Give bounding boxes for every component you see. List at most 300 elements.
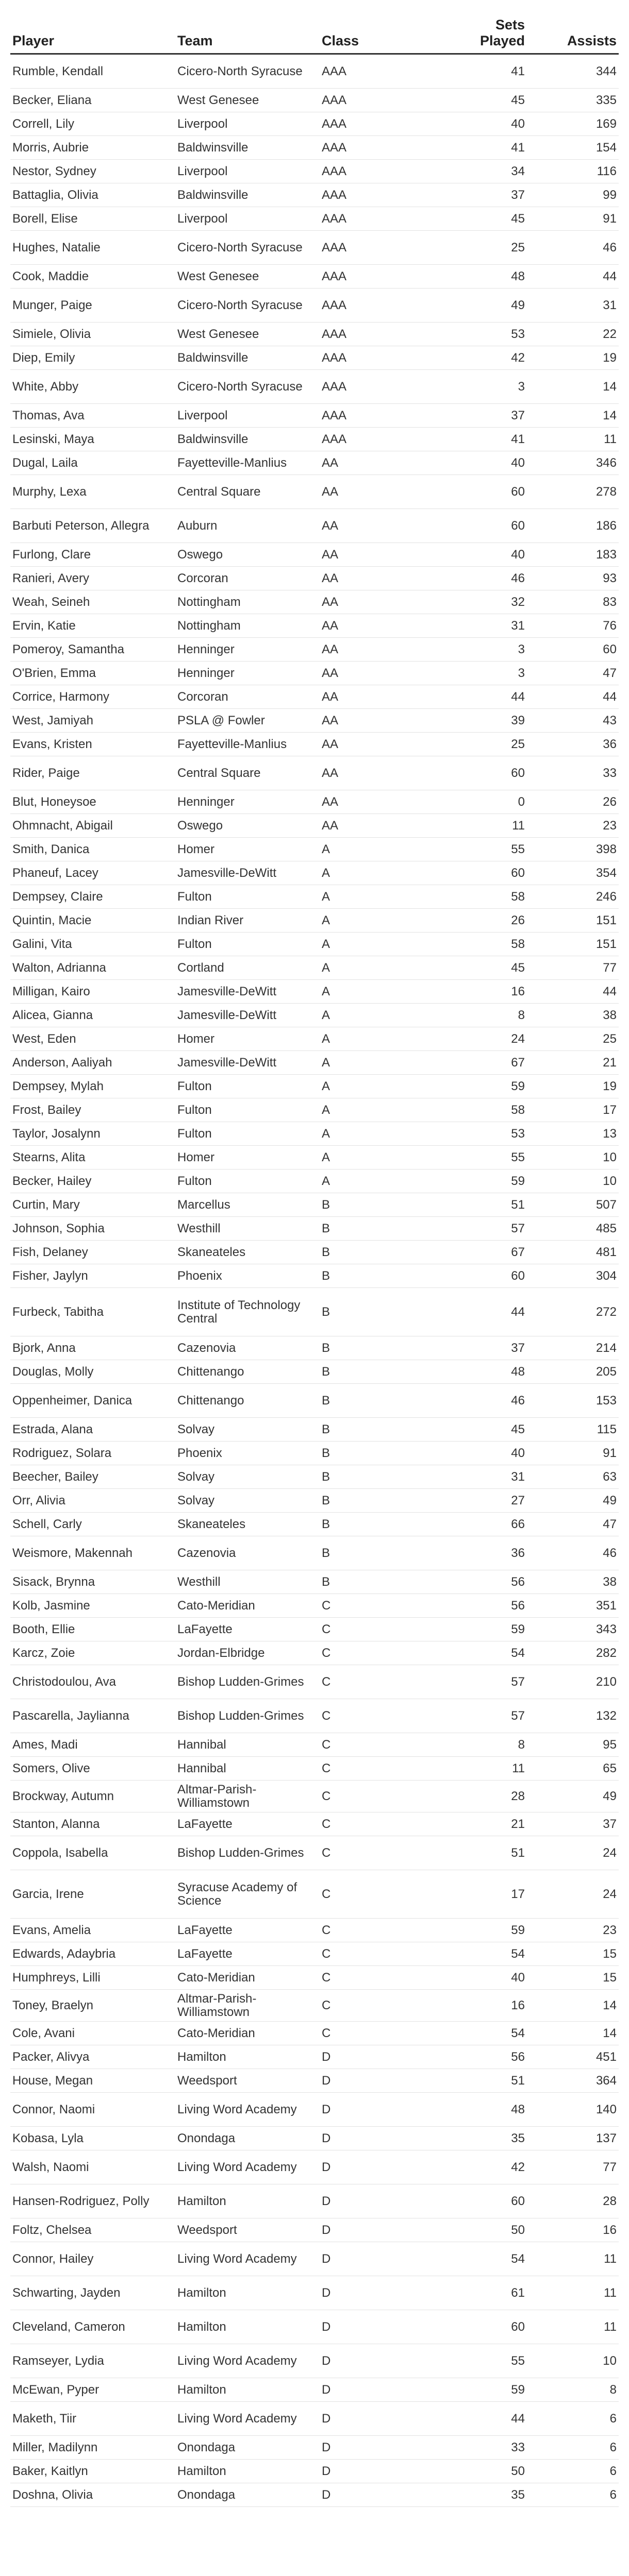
table-row	[10, 1465, 619, 1488]
cell-player: Anderson, Aaliyah	[10, 1050, 175, 1074]
cell-sets-played: 56	[449, 2045, 531, 2069]
table-row	[10, 2310, 619, 2344]
cell-player: McEwan, Pyper	[10, 2378, 175, 2401]
table-row	[10, 2276, 619, 2310]
cell-player: Hughes, Natalie	[10, 230, 175, 264]
cell-player: Ranieri, Avery	[10, 566, 175, 590]
cell-team: Corcoran	[175, 685, 320, 708]
cell-player: Baker, Kaitlyn	[10, 2459, 175, 2483]
cell-class: C	[320, 1617, 449, 1641]
cell-player: Pascarella, Jaylianna	[10, 1699, 175, 1733]
cell-assists: 485	[531, 1216, 619, 1240]
cell-assists: 24	[531, 1870, 619, 1918]
cell-sets-played: 41	[449, 135, 531, 159]
header-assists[interactable]: Assists	[531, 14, 619, 54]
table-row	[10, 427, 619, 451]
cell-sets-played: 58	[449, 885, 531, 908]
table-row	[10, 708, 619, 732]
cell-player: Phaneuf, Lacey	[10, 861, 175, 885]
cell-player: Curtin, Mary	[10, 1193, 175, 1216]
cell-class: B	[320, 1216, 449, 1240]
cell-class: D	[320, 2276, 449, 2310]
cell-class: B	[320, 1360, 449, 1383]
cell-sets-played: 58	[449, 932, 531, 956]
cell-player: Christodoulou, Ava	[10, 1665, 175, 1699]
cell-player: Milligan, Kairo	[10, 979, 175, 1003]
cell-class: AAA	[320, 403, 449, 427]
header-team[interactable]: Team	[175, 14, 320, 54]
cell-player: Quintin, Macie	[10, 908, 175, 932]
table-header	[10, 14, 619, 54]
cell-team: Central Square	[175, 474, 320, 509]
cell-team: Altmar-Parish-Williamstown	[175, 1989, 320, 2021]
cell-sets-played: 51	[449, 2069, 531, 2092]
table-row	[10, 590, 619, 614]
cell-assists: 49	[531, 1780, 619, 1812]
cell-assists: 398	[531, 837, 619, 861]
cell-assists: 47	[531, 661, 619, 685]
cell-sets-played: 59	[449, 1169, 531, 1193]
cell-team: Henninger	[175, 790, 320, 814]
cell-player: Johnson, Sophia	[10, 1216, 175, 1240]
cell-player: Oppenheimer, Danica	[10, 1383, 175, 1417]
cell-player: Alicea, Gianna	[10, 1003, 175, 1027]
cell-sets-played: 27	[449, 1488, 531, 1512]
cell-team: Fayetteville-Manlius	[175, 451, 320, 474]
cell-player: Smith, Danica	[10, 837, 175, 861]
cell-assists: 15	[531, 1942, 619, 1965]
table-row	[10, 2069, 619, 2092]
table-row	[10, 885, 619, 908]
cell-sets-played: 55	[449, 1145, 531, 1169]
table-row	[10, 1287, 619, 1336]
cell-sets-played: 41	[449, 427, 531, 451]
cell-class: B	[320, 1193, 449, 1216]
cell-assists: 37	[531, 1812, 619, 1836]
cell-team: Living Word Academy	[175, 2401, 320, 2435]
table-row	[10, 790, 619, 814]
cell-player: Ervin, Katie	[10, 614, 175, 637]
table-body	[10, 54, 619, 2506]
cell-class: AA	[320, 614, 449, 637]
cell-player: Walton, Adrianna	[10, 956, 175, 979]
cell-sets-played: 45	[449, 207, 531, 230]
cell-team: Hamilton	[175, 2310, 320, 2344]
cell-sets-played: 8	[449, 1003, 531, 1027]
cell-team: Fulton	[175, 932, 320, 956]
cell-class: C	[320, 1756, 449, 1780]
cell-sets-played: 42	[449, 2150, 531, 2184]
cell-assists: 15	[531, 1965, 619, 1989]
cell-class: C	[320, 1942, 449, 1965]
cell-player: Barbuti Peterson, Allegra	[10, 509, 175, 543]
cell-class: B	[320, 1536, 449, 1570]
cell-team: Corcoran	[175, 566, 320, 590]
cell-team: Homer	[175, 1145, 320, 1169]
cell-team: Baldwinsville	[175, 135, 320, 159]
cell-class: D	[320, 2344, 449, 2378]
cell-sets-played: 54	[449, 2242, 531, 2276]
cell-team: LaFayette	[175, 1812, 320, 1836]
header-row	[10, 14, 619, 54]
cell-assists: 49	[531, 1488, 619, 1512]
cell-assists: 44	[531, 979, 619, 1003]
cell-player: White, Abby	[10, 369, 175, 403]
cell-class: AAA	[320, 230, 449, 264]
cell-assists: 354	[531, 861, 619, 885]
cell-sets-played: 40	[449, 1441, 531, 1465]
cell-assists: 14	[531, 1989, 619, 2021]
cell-class: C	[320, 1965, 449, 1989]
table-row	[10, 112, 619, 135]
cell-sets-played: 3	[449, 637, 531, 661]
cell-assists: 46	[531, 1536, 619, 1570]
table-row	[10, 2126, 619, 2150]
cell-team: Onondaga	[175, 2126, 320, 2150]
cell-team: Marcellus	[175, 1193, 320, 1216]
cell-sets-played: 49	[449, 288, 531, 322]
cell-player: Becker, Hailey	[10, 1169, 175, 1193]
cell-class: D	[320, 2184, 449, 2218]
cell-sets-played: 35	[449, 2126, 531, 2150]
cell-team: Solvay	[175, 1417, 320, 1441]
cell-class: A	[320, 1003, 449, 1027]
cell-team: Fulton	[175, 1074, 320, 1098]
cell-player: West, Eden	[10, 1027, 175, 1050]
cell-assists: 364	[531, 2069, 619, 2092]
cell-assists: 10	[531, 2344, 619, 2378]
cell-team: Solvay	[175, 1488, 320, 1512]
cell-assists: 44	[531, 264, 619, 288]
cell-assists: 210	[531, 1665, 619, 1699]
cell-assists: 76	[531, 614, 619, 637]
cell-class: D	[320, 2069, 449, 2092]
cell-sets-played: 46	[449, 566, 531, 590]
table-row	[10, 814, 619, 837]
cell-assists: 93	[531, 566, 619, 590]
cell-sets-played: 60	[449, 2184, 531, 2218]
cell-sets-played: 25	[449, 230, 531, 264]
cell-team: Cazenovia	[175, 1336, 320, 1360]
table-row	[10, 474, 619, 509]
cell-assists: 17	[531, 1098, 619, 1122]
cell-assists: 16	[531, 2218, 619, 2242]
cell-assists: 63	[531, 1465, 619, 1488]
assists-table	[10, 14, 619, 2507]
table-row	[10, 1336, 619, 1360]
cell-team: Onondaga	[175, 2435, 320, 2459]
cell-assists: 151	[531, 932, 619, 956]
cell-team: LaFayette	[175, 1617, 320, 1641]
cell-player: Foltz, Chelsea	[10, 2218, 175, 2242]
cell-team: PSLA @ Fowler	[175, 708, 320, 732]
cell-player: Packer, Alivya	[10, 2045, 175, 2069]
cell-class: AAA	[320, 346, 449, 369]
cell-assists: 153	[531, 1383, 619, 1417]
cell-class: AAA	[320, 369, 449, 403]
cell-player: Douglas, Molly	[10, 1360, 175, 1383]
cell-team: Fulton	[175, 1169, 320, 1193]
cell-class: D	[320, 2310, 449, 2344]
cell-player: Connor, Hailey	[10, 2242, 175, 2276]
cell-class: AA	[320, 685, 449, 708]
cell-class: AA	[320, 451, 449, 474]
cell-team: Hamilton	[175, 2045, 320, 2069]
cell-team: Hannibal	[175, 1733, 320, 1756]
cell-player: Fish, Delaney	[10, 1240, 175, 1264]
cell-sets-played: 32	[449, 590, 531, 614]
table-row	[10, 1003, 619, 1027]
table-row	[10, 685, 619, 708]
cell-assists: 183	[531, 543, 619, 566]
cell-team: Nottingham	[175, 614, 320, 637]
cell-team: Living Word Academy	[175, 2344, 320, 2378]
cell-assists: 47	[531, 1512, 619, 1536]
cell-class: B	[320, 1441, 449, 1465]
cell-player: Rider, Paige	[10, 756, 175, 790]
cell-class: C	[320, 1918, 449, 1942]
cell-class: AAA	[320, 322, 449, 346]
cell-team: Living Word Academy	[175, 2242, 320, 2276]
table-row	[10, 403, 619, 427]
table-row	[10, 264, 619, 288]
cell-sets-played: 34	[449, 159, 531, 183]
cell-team: Chittenango	[175, 1360, 320, 1383]
cell-team: Cato-Meridian	[175, 1594, 320, 1617]
table-row	[10, 451, 619, 474]
cell-team: Bishop Ludden-Grimes	[175, 1699, 320, 1733]
table-row	[10, 2242, 619, 2276]
table-row	[10, 543, 619, 566]
cell-assists: 28	[531, 2184, 619, 2218]
table-row	[10, 1383, 619, 1417]
cell-sets-played: 40	[449, 543, 531, 566]
cell-player: Connor, Naomi	[10, 2092, 175, 2126]
cell-team: Jamesville-DeWitt	[175, 979, 320, 1003]
cell-class: AAA	[320, 427, 449, 451]
cell-team: Henninger	[175, 661, 320, 685]
cell-team: Baldwinsville	[175, 183, 320, 207]
cell-player: Battaglia, Olivia	[10, 183, 175, 207]
cell-player: Schwarting, Jayden	[10, 2276, 175, 2310]
table-row	[10, 2459, 619, 2483]
table-row	[10, 614, 619, 637]
cell-assists: 151	[531, 908, 619, 932]
cell-player: Furbeck, Tabitha	[10, 1287, 175, 1336]
cell-sets-played: 56	[449, 1570, 531, 1594]
cell-team: Hamilton	[175, 2378, 320, 2401]
cell-team: Onondaga	[175, 2483, 320, 2506]
table-row	[10, 837, 619, 861]
cell-player: Nestor, Sydney	[10, 159, 175, 183]
cell-class: AAA	[320, 183, 449, 207]
cell-sets-played: 42	[449, 346, 531, 369]
table-row	[10, 2435, 619, 2459]
cell-class: C	[320, 1812, 449, 1836]
cell-player: Booth, Ellie	[10, 1617, 175, 1641]
cell-class: A	[320, 1169, 449, 1193]
cell-player: Sisack, Brynna	[10, 1570, 175, 1594]
cell-class: A	[320, 1074, 449, 1098]
cell-assists: 11	[531, 427, 619, 451]
header-class[interactable]: Class	[320, 14, 449, 54]
table-row	[10, 288, 619, 322]
cell-sets-played: 16	[449, 979, 531, 1003]
cell-player: Edwards, Adaybria	[10, 1942, 175, 1965]
cell-assists: 186	[531, 509, 619, 543]
cell-sets-played: 67	[449, 1050, 531, 1074]
table-row	[10, 908, 619, 932]
table-row	[10, 1870, 619, 1918]
table-row	[10, 1074, 619, 1098]
header-sets-played[interactable]	[449, 14, 531, 54]
cell-player: Furlong, Clare	[10, 543, 175, 566]
cell-team: Liverpool	[175, 112, 320, 135]
cell-sets-played: 31	[449, 1465, 531, 1488]
cell-class: A	[320, 885, 449, 908]
cell-assists: 343	[531, 1617, 619, 1641]
cell-team: Liverpool	[175, 403, 320, 427]
cell-sets-played: 40	[449, 112, 531, 135]
cell-sets-played: 45	[449, 88, 531, 112]
cell-player: Stearns, Alita	[10, 1145, 175, 1169]
cell-assists: 10	[531, 1145, 619, 1169]
table-row	[10, 2021, 619, 2045]
cell-class: AAA	[320, 135, 449, 159]
cell-player: Schell, Carly	[10, 1512, 175, 1536]
cell-sets-played: 56	[449, 1594, 531, 1617]
cell-assists: 115	[531, 1417, 619, 1441]
cell-sets-played: 60	[449, 474, 531, 509]
table-row	[10, 54, 619, 88]
cell-team: Skaneateles	[175, 1240, 320, 1264]
cell-class: AA	[320, 814, 449, 837]
cell-assists: 451	[531, 2045, 619, 2069]
cell-team: Central Square	[175, 756, 320, 790]
table-row	[10, 1989, 619, 2021]
cell-class: AAA	[320, 88, 449, 112]
table-row	[10, 230, 619, 264]
cell-sets-played: 8	[449, 1733, 531, 1756]
cell-sets-played: 53	[449, 322, 531, 346]
cell-team: West Genesee	[175, 322, 320, 346]
cell-player: Pomeroy, Samantha	[10, 637, 175, 661]
table-row	[10, 979, 619, 1003]
cell-team: Liverpool	[175, 159, 320, 183]
cell-team: Weedsport	[175, 2069, 320, 2092]
cell-assists: 22	[531, 322, 619, 346]
cell-assists: 6	[531, 2483, 619, 2506]
cell-assists: 60	[531, 637, 619, 661]
cell-player: Frost, Bailey	[10, 1098, 175, 1122]
cell-sets-played: 54	[449, 1641, 531, 1665]
cell-player: Lesinski, Maya	[10, 427, 175, 451]
cell-sets-played: 66	[449, 1512, 531, 1536]
cell-sets-played: 59	[449, 1617, 531, 1641]
table-row	[10, 1216, 619, 1240]
cell-assists: 169	[531, 112, 619, 135]
cell-class: C	[320, 1989, 449, 2021]
cell-sets-played: 60	[449, 509, 531, 543]
cell-assists: 91	[531, 207, 619, 230]
cell-sets-played: 40	[449, 1965, 531, 1989]
cell-player: Kobasa, Lyla	[10, 2126, 175, 2150]
cell-player: Cole, Avani	[10, 2021, 175, 2045]
cell-team: Altmar-Parish-Williamstown	[175, 1780, 320, 1812]
cell-player: Ohmnacht, Abigail	[10, 814, 175, 837]
cell-class: D	[320, 2242, 449, 2276]
cell-player: Humphreys, Lilli	[10, 1965, 175, 1989]
cell-assists: 31	[531, 288, 619, 322]
cell-team: Henninger	[175, 637, 320, 661]
cell-sets-played: 48	[449, 1360, 531, 1383]
cell-assists: 272	[531, 1287, 619, 1336]
cell-assists: 24	[531, 1836, 619, 1870]
cell-team: Chittenango	[175, 1383, 320, 1417]
table-row	[10, 2184, 619, 2218]
cell-assists: 116	[531, 159, 619, 183]
cell-class: A	[320, 1145, 449, 1169]
cell-assists: 33	[531, 756, 619, 790]
cell-sets-played: 31	[449, 614, 531, 637]
cell-player: Dempsey, Mylah	[10, 1074, 175, 1098]
cell-team: Cicero-North Syracuse	[175, 369, 320, 403]
cell-player: Diep, Emily	[10, 346, 175, 369]
cell-sets-played: 57	[449, 1699, 531, 1733]
cell-assists: 344	[531, 54, 619, 88]
cell-assists: 335	[531, 88, 619, 112]
cell-sets-played: 35	[449, 2483, 531, 2506]
table-row	[10, 1417, 619, 1441]
cell-class: AA	[320, 661, 449, 685]
cell-player: Murphy, Lexa	[10, 474, 175, 509]
table-row	[10, 1536, 619, 1570]
cell-assists: 95	[531, 1733, 619, 1756]
cell-assists: 38	[531, 1003, 619, 1027]
cell-assists: 507	[531, 1193, 619, 1216]
header-player[interactable]: Player	[10, 14, 175, 54]
cell-player: Toney, Braelyn	[10, 1989, 175, 2021]
cell-class: B	[320, 1417, 449, 1441]
cell-assists: 43	[531, 708, 619, 732]
cell-class: AAA	[320, 207, 449, 230]
cell-class: C	[320, 1641, 449, 1665]
cell-assists: 6	[531, 2435, 619, 2459]
cell-class: C	[320, 1733, 449, 1756]
cell-class: AAA	[320, 288, 449, 322]
cell-team: Baldwinsville	[175, 427, 320, 451]
cell-team: Jamesville-DeWitt	[175, 1003, 320, 1027]
cell-sets-played: 39	[449, 708, 531, 732]
cell-assists: 282	[531, 1641, 619, 1665]
cell-sets-played: 50	[449, 2218, 531, 2242]
cell-player: Weismore, Makennah	[10, 1536, 175, 1570]
cell-player: Fisher, Jaylyn	[10, 1264, 175, 1287]
cell-player: Karcz, Zoie	[10, 1641, 175, 1665]
cell-sets-played: 44	[449, 685, 531, 708]
cell-sets-played: 11	[449, 814, 531, 837]
table-row	[10, 1098, 619, 1122]
table-row	[10, 2378, 619, 2401]
cell-class: B	[320, 1264, 449, 1287]
table-row	[10, 1360, 619, 1383]
cell-team: Cicero-North Syracuse	[175, 288, 320, 322]
cell-sets-played: 54	[449, 1942, 531, 1965]
cell-class: C	[320, 1665, 449, 1699]
cell-team: Cicero-North Syracuse	[175, 230, 320, 264]
table-row	[10, 1193, 619, 1216]
table-row	[10, 1027, 619, 1050]
